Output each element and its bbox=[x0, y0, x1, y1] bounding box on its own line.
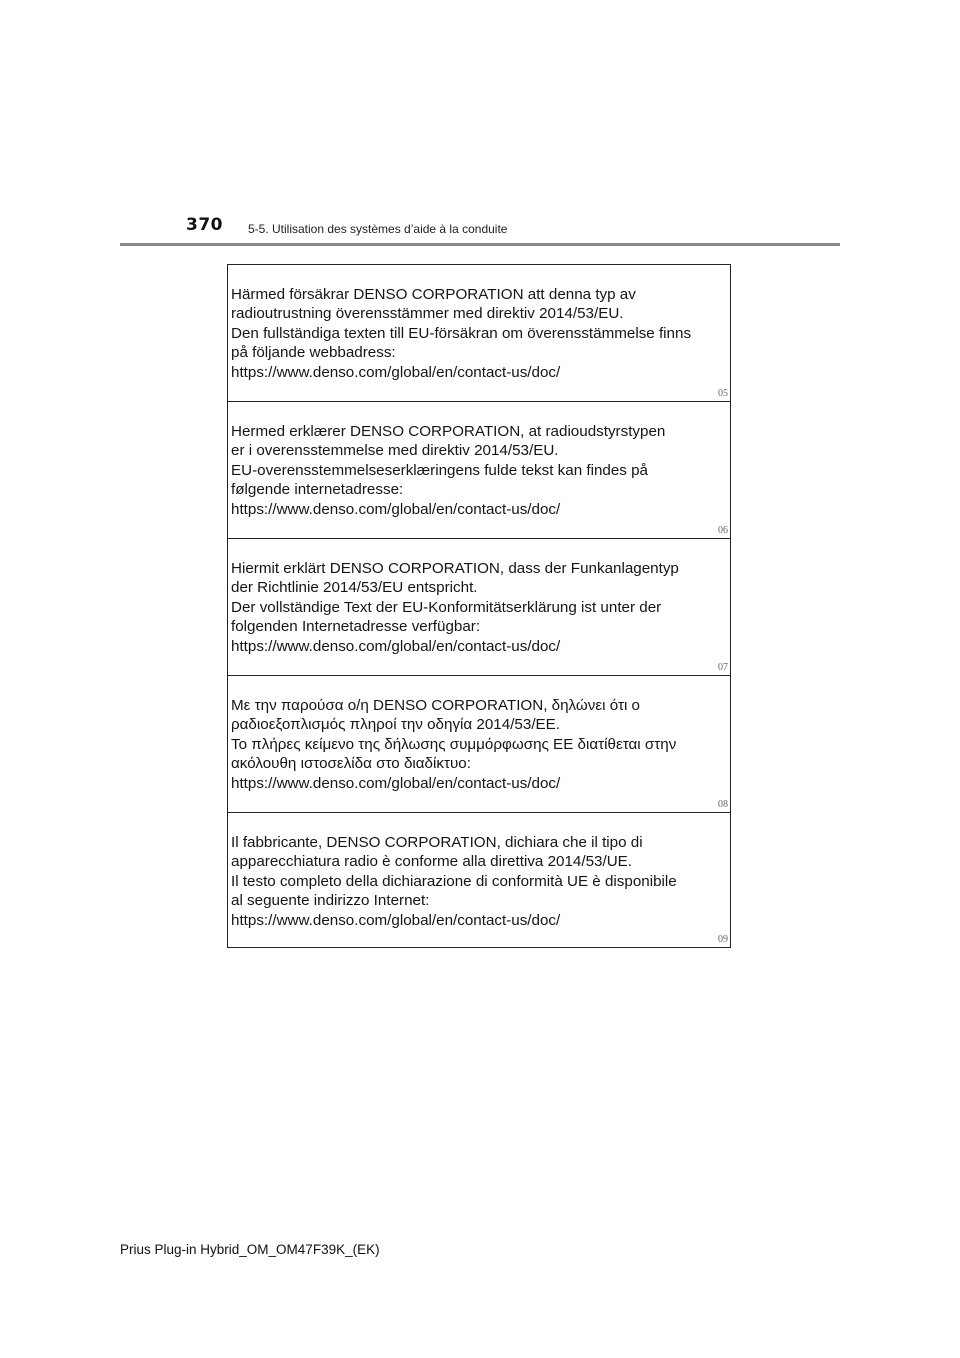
declaration-line: Den fullständiga texten till EU-försäkran om överensstämmelse finns bbox=[231, 324, 692, 342]
declaration-line: Il fabbricante, DENSO CORPORATION, dichiara che il tipo di bbox=[231, 834, 643, 851]
declaration-line: der Richtlinie 2014/53/EU entspricht. bbox=[231, 579, 478, 597]
declaration-line: EU-overensstemmelseserklæringens fulde tekst kan findes på bbox=[231, 461, 649, 479]
declaration-italian bbox=[228, 813, 730, 947]
declaration-url: https://www.denso.com/global/en/contact-us/doc/ bbox=[231, 637, 561, 655]
declaration-line: ακόλουθη ιστοσελίδα στο διαδίκτυο: bbox=[231, 755, 471, 773]
declaration-text bbox=[231, 696, 722, 793]
declaration-url: https://www.denso.com/global/en/contact-us/doc/ bbox=[231, 774, 561, 792]
declaration-line: Der vollständige Text der EU-Konformitätserklärung ist unter der bbox=[231, 598, 662, 616]
declaration-line: følgende internetadresse: bbox=[231, 481, 404, 499]
declaration-url: https://www.denso.com/global/en/contact-us/doc/ bbox=[231, 363, 561, 381]
declaration-url: https://www.denso.com/global/en/contact-us/doc/ bbox=[231, 500, 561, 518]
declaration-code: 05 bbox=[718, 388, 728, 399]
declaration-line: al seguente indirizzo Internet: bbox=[231, 892, 430, 910]
declaration-danish bbox=[228, 402, 730, 539]
declaration-text bbox=[231, 285, 722, 382]
declaration-line: Il testo completo della dichiarazione di conformità UE è disponibile bbox=[231, 872, 677, 890]
declarations-box bbox=[227, 264, 731, 948]
declaration-line: apparecchiatura radio è conforme alla direttiva 2014/53/UE. bbox=[231, 853, 633, 871]
declaration-text bbox=[231, 833, 722, 930]
declaration-german bbox=[228, 539, 730, 676]
declaration-swedish bbox=[228, 265, 730, 402]
declaration-line: på följande webbadress: bbox=[231, 344, 396, 362]
declaration-code: 07 bbox=[718, 662, 728, 673]
declaration-line: ραδιοεξοπλισμός πληροί την οδηγία 2014/53/ΕΕ. bbox=[231, 716, 561, 734]
declaration-text bbox=[231, 422, 722, 519]
declaration-line: Το πλήρες κείμενο της δήλωσης συμμόρφωσης ΕΕ διατίθεται στην bbox=[231, 735, 677, 753]
declaration-url: https://www.denso.com/global/en/contact-us/doc/ bbox=[231, 911, 561, 929]
declaration-greek bbox=[228, 676, 730, 813]
declaration-line: Härmed försäkrar DENSO CORPORATION att denna typ av bbox=[231, 286, 636, 303]
declaration-line: Hiermit erklärt DENSO CORPORATION, dass der Funkanlagentyp bbox=[231, 560, 679, 577]
declaration-code: 06 bbox=[718, 525, 728, 536]
declaration-line: radioutrustning överensstämmer med direktiv 2014/53/EU. bbox=[231, 305, 624, 323]
page-number: 370 bbox=[186, 215, 223, 235]
declaration-code: 08 bbox=[718, 799, 728, 810]
declaration-line: folgenden Internetadresse verfügbar: bbox=[231, 618, 481, 636]
header-rule bbox=[120, 243, 840, 246]
declaration-text bbox=[231, 559, 722, 656]
declaration-line: er i overensstemmelse med direktiv 2014/53/EU. bbox=[231, 442, 559, 460]
declaration-line: Hermed erklærer DENSO CORPORATION, at radioudstyrstypen bbox=[231, 423, 666, 440]
declaration-line: Με την παρούσα ο/η DENSO CORPORATION, δηλώνει ότι ο bbox=[231, 697, 641, 714]
section-title: 5-5. Utilisation des systèmes d’aide à la conduite bbox=[248, 222, 508, 236]
declaration-code: 09 bbox=[718, 934, 728, 945]
footer-document-id: Prius Plug-in Hybrid_OM_OM47F39K_(EK) bbox=[120, 1242, 380, 1257]
